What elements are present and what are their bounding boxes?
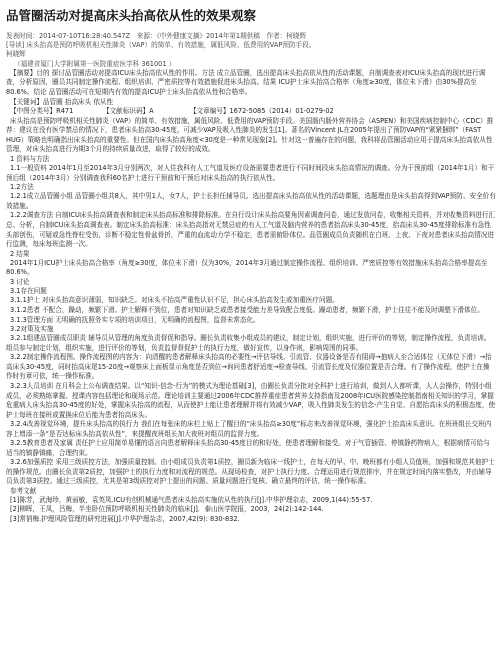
subsection-3-2-3: 3.2.3人员培训 在月科会上公布调查结果。以“知识-信念-行为”的模式为理论基础[3]，由圈长负责分批对全科护士进行培训，做到人人都听课，人人会操作，特别小组成员，必须熟练掌握。授课内容包括理论和现场示范。理论培训主要通过2006年CDC推荐重症患者营养支持指南及2008年ICU医院感染控制指南相关知识的学习，掌握危重病人床头抬高30-45度的好处，掌握床头抬高的流程，从而使护士能让患者理解并将有效减少VAP，吸入性肺炎发生的信念-产生自觉、自愿抬高床头的积极态度，使护士每班在接班或置换床位后能为患者抬高床头。	[6, 382, 496, 419]
subsection-3-2-6: 3.2.6加强质控 采用三级质控方法，加强质量控制。由小组成员负责第1质控，圈员新为临床一线护士，在每天的早、中、晚班都有小组人员值班，加强和规范其他护士的操作规范。由圈长负责第2质控，加强护士的执行力度和对流程的规范。从现场检查，对护士执行力度、合理运用进行规范排序，并在规定时间内落实整改，并由辅导员负责第3质控。通过三级质控，尤其是第3级质控对护士提出的问题、质量问题进行复核、确立最终的评估，统一操作标准。	[6, 458, 495, 486]
classification: 【中图分类号】R471 【文献标识码】A 【文章编号】1672-5085（2014）01-0279-02	[10, 107, 334, 116]
reference-item: [1]陈芳，武海珍，黄丽敏，袁英凤.ICU有创机械通气患者床头抬高实施依从性的执行[J].中华护理杂志，2009,1(44):55-57.	[10, 496, 373, 505]
page-title: 品管圈活动对提高床头抬高依从性的效果观察	[6, 8, 257, 23]
section-heading: 2 结果	[10, 249, 30, 258]
section-heading: 3.2对策及实施	[10, 325, 54, 334]
subsection-1-1: 1.1一般资料 2014年1月至2014年3月分别两次，对人住我科有人工气道及医疗设备需要患者进行不同时间段床头抬高情况的调查。分为干预前组（2014年1月）和干预后组（2014年3月）分别调查我科60名护士进行干预前和干预后对床头抬高的执行依从性。	[6, 164, 495, 182]
section-heading: 3 讨论	[10, 277, 30, 286]
guide-line: [导读] 床头抬高是预防呼吸机相关性肺炎（VAP）的简单、有效措施，属低风险、低费用的VAP预防手段。	[6, 41, 316, 50]
author-name: 柯晓辉	[6, 50, 26, 59]
section-heading: 3.1存在问题	[10, 287, 47, 296]
subsection-3-2-1: 3.2.1组建品管圈成员职责 辅导员从管理的角度负责督促和指导。圈长负责收集小组成员的建议，制定计划，组织实施，进行评价的等划，制定操作流程，负责培训。组员参与制定计划，组织实施，进行评价的等划，负责监督督促护士的执行力度，做好宣传，以身作则，影响周围的同事。	[6, 334, 491, 352]
subsection-3-1-2: 3.1.2患者 不配合，躁动，频繁下滑。护士解释不到位，患者对知识缺乏或患者接受能力差导致配合度低。躁动患者，频繁下滑，护士往往不能及时调整下滑体位。	[10, 305, 484, 314]
subsection-3-2-4: 3.2.4改善视觉环境，提升床头抬高的执行力 我们在每张床的床栏上贴上了醒目的“床头抬高≥30度”标志来改善视觉环境，强化护士抬高床头意识。在班班组长交班内容上增添一条“是否达标床头抬高依从性”，来提醒夜班组长加大夜班对组员的监督力度。	[6, 420, 492, 438]
results-paragraph: 2014年1月ICU护士床头抬高合格率（角度≥30度，体位未下滑）仅为30%，2014年3月通过制定操作流程、组织培训、严密质控等有效措施床头抬高合格率提高至80.6%。	[6, 258, 488, 277]
keywords: 【关键词】品管圈 抬高床头 依从性	[10, 97, 114, 106]
section-heading: 1 资料与方法	[10, 154, 50, 163]
subsection-3-1-3: 3.1.3管理方面 无明确的抚照务实专项的培训项目，无明确的流程图，监督未常态化。	[10, 315, 260, 324]
publish-line: 发表时间：2014-07-10T16:28:40.547Z 来源：《中外健康文摘》2014年第1期供稿 作者：柯晓辉	[6, 32, 307, 40]
affiliation: （福建省厦门大学附属第一医院重症医学科 361001 ）	[14, 59, 176, 68]
section-heading: 1.2方法	[10, 183, 34, 192]
reference-item: [3]常俏梅.护理风险管理的研究进展[J].中华护理杂志，2007,42(9): 830-832.	[10, 514, 240, 523]
subsection-1-2-1: 1.2.1成立品管圈小组 品管圈小组共8人，其中男1人，女7人，护士长担任辅导员。选出提高床头抬高依从性的活动课题，选题理由是床头抬高得到VAP预防、安全价有效措施。	[6, 192, 496, 210]
subsection-3-2-5: 3.2.5教育患者及家属 责任护士应用简单易懂的语言向患者解释床头抬高30-45度目的和好处，使患者理解和接受。对于气管插管、停镇静药物病人，根据病情可给与适当的镇静镇痛，合理约束。	[6, 439, 490, 457]
abstract: 【摘要】目的 探讨品管圈活动对提高ICU床头抬高依从性的作用。方法 成立品管圈，选出提高床头抬高依从性的活动课题，自制调查表对ICU床头抬高的现状进行调查，分析原因，圈员共同制定操作流程、组织培训、严密质控等有效措施促进床头抬高。结果 ICU护士床头抬高合格率（角度≥30度，体位未下滑）由30%提高至80.6%。结论 品管圈活动可在短期内有效的提高ICU护士床头抬高依从性和合格率。	[6, 68, 486, 97]
subsection-3-1-1: 3.1.1护士 对床头抬高意识薄弱，知识缺乏。对床头不抬高严重性认识不足，担心床头抬高发生或加重医疗问题。	[10, 296, 339, 305]
intro-paragraph: 床头抬高是预防呼吸机相关性肺炎（VAP）的简单、有效措施，属低风险、低费用的VAP预防手段。美国肠内肠外营养协会（ASPEN）和美国疾病控制中心（CDC）推荐：建议在没有医学禁忌的情况下，患者床头抬高30-45度，可减少VAP及吸入性肺炎的发生[1]。著名的Vincent JL在2005年提出了预防VAP的“紧紧捆绑”（FAST HUG）策略也明确指出床头抬高的重要性。但在国内床头抬高角度<30度是一种常见现象[2]。针对这一普遍存在的问题，我科将品管圈活动应用于提高床头抬高依从性管理，对床头抬高进行为期3个月的持续质量改进，取得了较好的成效。	[6, 116, 494, 154]
subsection-3-2-2: 3.2.2制定操作流程图。操作流程图的内容为：向清醒的患者解释床头抬高的必要性→评估导线、引流管、仪器设备是否有阻碍→抱病人至合适体位（无体位下滑）→抬高床头30-45度，同时抬高床尾15-20度→观察床上面板显示角度是否到位→询问患者舒适度→检查导线、引流管长度及仪器位置是否合理。有了操作流程，使护士在操作时有章可依，统一操作标准。	[6, 353, 492, 381]
reference-item: [2]柳晖，王凤，吕梅，半坐卧位预防呼吸机相关性肺炎的临床[J]．泰山医学院报，2003，24(2):142-144.	[10, 505, 324, 514]
references-title: 参考文献	[10, 487, 37, 496]
subsection-1-2-2: 1.2.2调查方法 自制ICU床头抬高调查表和制定床头抬高标准和排除标准。在自行设计床头抬高要角因素调查问卷，通过发放问卷，收集相关资料，并对收集资料进行汇总、分析，自制ICU床头抬高调查表。制定床头抬高标准：床头抬高指对无禁忌症的有人工气道及脑内营养的患者抬高床头30-45度，抬高床头30-45度排除标准有急性头部创伤，可疑或急性脊柱受伤，诊断不稳定性骨盆骨折，严重的血流动力学不稳定，患者需俯卧体位。品管圈成员负责随机在白班、上夜、下夜对患者床头抬高情况进行监测，每床每班监测一次。	[6, 211, 496, 249]
